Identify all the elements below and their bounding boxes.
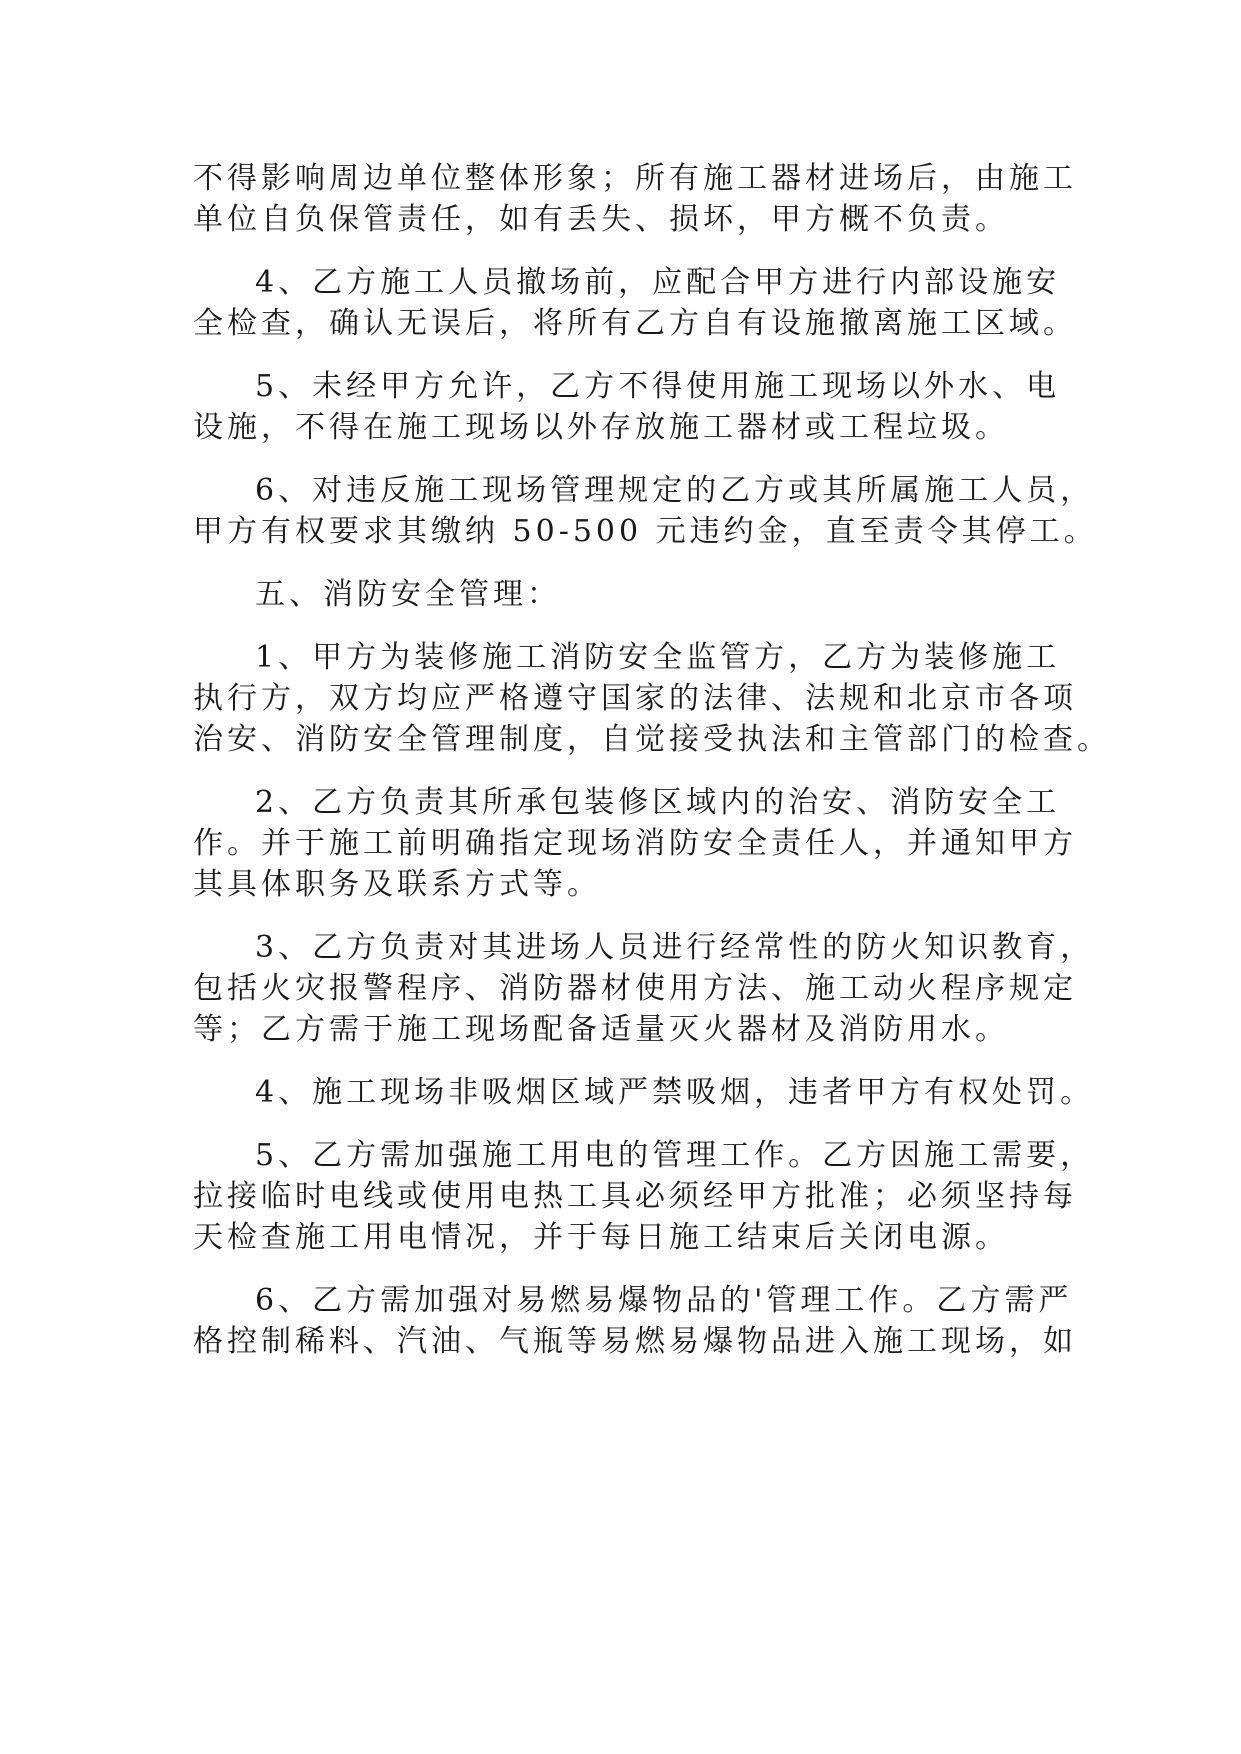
paragraph-line: 6、乙方需加强对易燃易爆物品的'管理工作。乙方需严 — [255, 1283, 1073, 1318]
paragraph-line: 天检查施工用电情况，并于每日施工结束后关闭电源。 — [193, 1220, 1009, 1255]
paragraph-line: 作。并于施工前明确指定现场消防安全责任人，并通知甲方 — [193, 826, 1077, 861]
paragraph-line: 执行方，双方均应严格遵守国家的法律、法规和北京市各项 — [193, 681, 1077, 716]
paragraph-line: 5、未经甲方允许，乙方不得使用施工现场以外水、电 — [255, 369, 1061, 404]
paragraph-line: 3、乙方负责对其进场人员进行经常性的防火知识教育， — [255, 930, 1095, 965]
paragraph-line: 6、对违反施工现场管理规定的乙方或其所属施工人员， — [255, 473, 1095, 508]
document-body — [193, 158, 1111, 1362]
paragraph-line: 2、乙方负责其所承包装修区域内的治安、消防安全工 — [255, 785, 1061, 820]
paragraph-line: 拉接临时电线或使用电热工具必须经甲方批准；必须坚持每 — [193, 1179, 1077, 1214]
paragraph-line: 设施，不得在施工现场以外存放施工器材或工程垃圾。 — [193, 410, 1009, 445]
paragraph-line: 治安、消防安全管理制度，自觉接受执法和主管部门的检查。 — [193, 722, 1111, 757]
paragraph-line: 格控制稀料、汽油、气瓶等易燃易爆物品进入施工现场，如 — [193, 1324, 1077, 1359]
paragraph-line: 1、甲方为装修施工消防安全监管方，乙方为装修施工 — [255, 640, 1061, 675]
paragraph-line: 包括火灾报警程序、消防器材使用方法、施工动火程序规定 — [193, 971, 1077, 1006]
paragraph-line: 其具体职务及联系方式等。 — [193, 867, 601, 902]
paragraph-line: 等；乙方需于施工现场配备适量灭火器材及消防用水。 — [193, 1012, 1009, 1047]
section-heading: 五、消防安全管理： — [255, 577, 561, 612]
paragraph-line: 4、乙方施工人员撤场前，应配合甲方进行内部设施安 — [255, 265, 1061, 300]
paragraph-line: 甲方有权要求其缴纳 50-500 元违约金，直至责令其停工。 — [193, 514, 1098, 549]
paragraph-line: 单位自负保管责任，如有丢失、损坏，甲方概不负责。 — [193, 202, 1009, 237]
paragraph-line: 全检查，确认无误后，将所有乙方自有设施撤离施工区域。 — [193, 306, 1077, 341]
paragraph-line: 4、施工现场非吸烟区域严禁吸烟，违者甲方有权处罚。 — [255, 1075, 1095, 1110]
paragraph-line: 不得影响周边单位整体形象；所有施工器材进场后，由施工 — [193, 161, 1077, 196]
paragraph-line: 5、乙方需加强施工用电的管理工作。乙方因施工需要， — [255, 1138, 1095, 1173]
